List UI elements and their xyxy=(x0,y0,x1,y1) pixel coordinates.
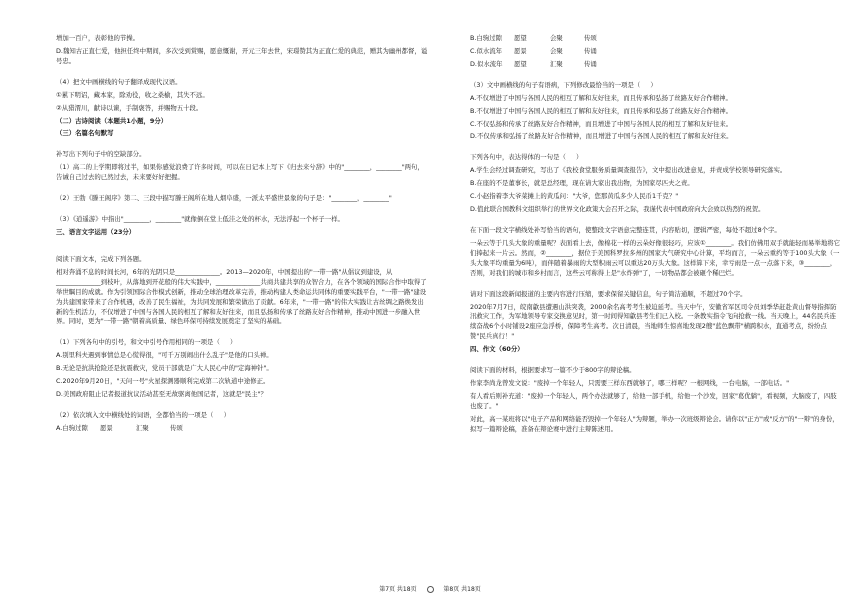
mc2-option-a xyxy=(56,424,428,434)
essay-material-2: 有人看后则补充道："废掉一个年轻人，两个办法就够了，给他一部手机，给他一个沙发，回家"葛优躺"，看视频，大脑废了，四肢也废了。" xyxy=(470,391,837,410)
option-word: 汇聚 xyxy=(136,423,149,432)
essay-intro: 阅读下面的材料，根据要求写一篇不少于800字的辩论稿。 xyxy=(470,366,636,375)
decorum-option-c: C.小赵指着李大爷菜摊上的黄瓜问："大爷，您那黄瓜多少人民币1千克？" xyxy=(470,192,679,201)
mc1-option-c: C.2020年9月20日，"天问一号"火星探测器顺利完成第二次轨道中途修正。 xyxy=(56,377,270,386)
option-word: 会聚 xyxy=(550,34,563,42)
section-essay-heading: 四、作文（60分） xyxy=(470,345,524,354)
mc2-option-c xyxy=(470,47,842,57)
q4-sentence-b: ②从猎渭川，献诗以谏，手制褒答，并赐物五十段。 xyxy=(56,103,203,112)
mc3-option-d: D.不仅传承和弘扬了丝路友好合作精神，而且增进了中国与各国人民的相互了解和友好往来。 xyxy=(470,132,733,141)
news-compress-title: 请对下面这段新闻报道的主要内容进行压缩，要求保留关键信息，句子简洁通顺，不超过70个字。 xyxy=(470,289,747,298)
left-page xyxy=(56,34,428,437)
q4-title: （4）把文中画横线的句子翻译成现代汉语。 xyxy=(56,77,182,86)
option-word: 传颂 xyxy=(170,423,183,432)
essay-material-1: 作家李尚龙曾发文说："废掉一个年轻人，只需要三样东西就够了，哪三样呢？一根网线，一台电脑，一部电话。" xyxy=(470,379,790,388)
reading-intro: 阅读下面文本，完成下列各题。 xyxy=(56,254,146,263)
decorum-option-a: A.学生会经过调查研究，写出了《我校食堂服务质量调查报告》，文中提出改进意见，并责成学校领导研究落实。 xyxy=(470,166,787,175)
cloud-fill-passage: 一朵云等于几头大象的重量呢？表面看上去，像棉花一样的云朵好像很轻巧，应该①________。我们仿佛用双手就能轻而易举地将它们捧起来一片云。然而，②________，据位于美国科罗拉多州的国家大气研究中心计算，平均而言，一朵云重约等于100头大象（一头大象平均重量为6吨），而伴随着暴雨的大型积雨云可以重达20万头大象。这样算下来，幸亏雨是一点一点落下来，③________，否则，对我们的城市和乡村而言，这些云可称得上是"水炸弹"了，一切物品都会被砸个稀巴烂。 xyxy=(470,238,840,277)
mc3-title: （3）文中画横线的句子有语病，下列修改最恰当的一项是（ ） xyxy=(470,80,657,89)
option-word: 传诵 xyxy=(584,46,597,55)
intro-text-1: 增加一百户，表彰他的节操。 xyxy=(56,34,140,42)
right-page-number: 第8页 共18页 xyxy=(443,586,481,593)
mc3-option-c: C.不仅弘扬和传承了丝路友好合作精神，而且增进了中国与各国人民的相互了解和友好往来。 xyxy=(470,119,733,128)
option-word: 愿望 xyxy=(514,59,527,68)
option-word: B.白驹过隙 xyxy=(470,34,502,42)
mc3-option-a: A.不仅增进了中国与各国人民的相互了解和友好往来，而且传承和弘扬了丝路友好合作精神。 xyxy=(470,93,732,102)
mc1-option-d: D.美国政府阻止记者报道抗议活动甚至无故驱离他国记者，这就是"民主"？ xyxy=(56,390,267,399)
mc2-title: （2）依次填入文中横线处的词语，全都恰当的一项是（ ） xyxy=(56,410,230,419)
section-poetry-heading: （二）古诗阅读（本题共1小题，9分） xyxy=(56,116,168,125)
option-word: 汇聚 xyxy=(550,59,563,68)
mc2-option-d xyxy=(470,60,842,70)
page-divider-circle-icon xyxy=(427,586,434,593)
decorum-question-title: 下列各句中，表达得体的一句是（ ） xyxy=(470,153,583,162)
option-word: 传诵 xyxy=(584,59,597,68)
fill-question-3: （3）《逍遥游》中指出"________，________"就像倒在堂上低洼之处的杯水，无法浮起一个杯子一样。 xyxy=(56,215,344,224)
fill-question-2: （2）王勃《滕王阁序》第二、三段中描写滕王阁所在地人烟阜盛，一派太平盛世景象的句子是："________，________" xyxy=(56,194,392,203)
mc1-title: （1）下列各句中的引号，和文中引号作用相同的一项是（ ） xyxy=(56,338,237,347)
mc3-option-b: B.不仅增进了中国与各国人民的相互了解和友好往来，而且传承和弘扬了丝路友好合作精神。 xyxy=(470,106,733,115)
option-word: 传颂 xyxy=(584,34,597,42)
option-word: 愿景 xyxy=(514,46,527,55)
mc1-option-a: A.别里科夫遇到事情总是心慌得很，"可千万别闹出什么乱子"是他的口头禅。 xyxy=(56,351,273,360)
left-page-number: 第7页 共18页 xyxy=(379,586,417,593)
essay-material-3: 对此，高一某班将以"电子产品和网络能否毁掉一个年轻人"为辩题，举办一次班级辩论会。请你以"正方"或"反方"的"一辩"的身份，拟写一篇辩论稿，准备在辩论赛中进行主辩陈述用。 xyxy=(470,414,839,433)
q4-sentence-a: ①累下明诏，藏本家，除劝役，收之桑榆，其失不远。 xyxy=(56,90,209,99)
section-quotes-heading: （三）名篇名句默写 xyxy=(56,129,114,138)
fill-intro: 补写出下列句子中的空缺部分。 xyxy=(56,150,146,159)
option-word: C.似水流年 xyxy=(470,46,503,55)
section-language-heading: 三、语言文字运用（23分） xyxy=(56,227,136,236)
option-word: 愿景 xyxy=(100,423,113,432)
decorum-option-b: B.在座的不是董事长，就是总经理，现在请大家出我出物，为国家尽匹夫之责。 xyxy=(470,179,694,188)
news-passage: 2020年7月7日，皖南歙县遭遇山洪突袭，2000余名高考考生被迫延考。当天中午，安徽省军区司令员刘季华赶赴黄山督导指挥防汛救灾工作，为军地领导专家交换意见时，第一时间得知歙县考生们已入校。一条教实指令飞向抢救一线。当天晚上，44名民兵连续奋战6个小时铺设2座应急浮桥，保障考生高考。次日清晨，当地师生惊喜地发现2艘"蓝色飘带"横跨积水，直通考点，纷纷点赞"民兵真行！" xyxy=(470,302,837,341)
intro-text-2: D.魏知古正直仁爱，他担任终中期间，多次受到赏赐，愿意慨谢，开元三年去世，宋璟赞其为正直仁爱的典范，赠其为幽州都督，谥号忠。 xyxy=(56,46,428,65)
reading-passage: 相对奔涌不息的时间长河，6年的光阴只是______________。2013—2020年，中国提出的"一带一路"从倡议到建设，从______________到枝叶，从落地到开花般的伟大实践中，______________共商共建共享的众智合力，在各个领域的国际合作中取得了举世瞩目的成就。作为引领国际合作模式创新，推动全球治理改革完善，推动构建人类命运共同体的重要实践平台，"一带一路"建设为共建国家带来了合作机遇，改善了民生福祉，为共同发展和繁荣做出了贡献。6年来，"一带一路"的伟大实践让古丝绸之路焕发出新的生机活力，不仅增进了中国与各国人民的相互了解和友好往来，而且弘扬和传承了丝路友好合作精神，推动中国进一步融入世界。同时，更为"一带一路"朝着高质量、绿色环保可持续发展奠定了坚实的基础。 xyxy=(56,267,427,326)
page-footer xyxy=(0,584,860,593)
option-word: A.白驹过隙 xyxy=(56,423,88,432)
option-word: D.似水流年 xyxy=(470,59,503,68)
fill-question-1: （1）高二的上学期即将过半，如果你感觉浪费了许多时间，可以在日记本上写下《归去来兮辞》中的"________，________"两句，告诫自己过去的已然过去，未来要好好把握。 xyxy=(56,163,424,182)
right-page xyxy=(470,34,842,438)
mc2-option-b xyxy=(470,34,842,44)
cloud-fill-title: 在下面一段文字横线处补写恰当的语句，使整段文字语意完整连贯，内容贴切，逻辑严密，每处不超过8个字。 xyxy=(470,225,781,234)
option-word: 会聚 xyxy=(550,46,563,55)
mc1-option-b: B.无论是抗洪抢险还是抗震救灾，党员干部就是广大人民心中的"定海神针"。 xyxy=(56,364,273,373)
decorum-option-d: D.值此联合国教科文组织举行的世界文化政策大会召开之际，我谨代表中国政府向大会致以热烈的祝贺。 xyxy=(470,205,765,214)
option-word: 愿望 xyxy=(514,34,527,42)
